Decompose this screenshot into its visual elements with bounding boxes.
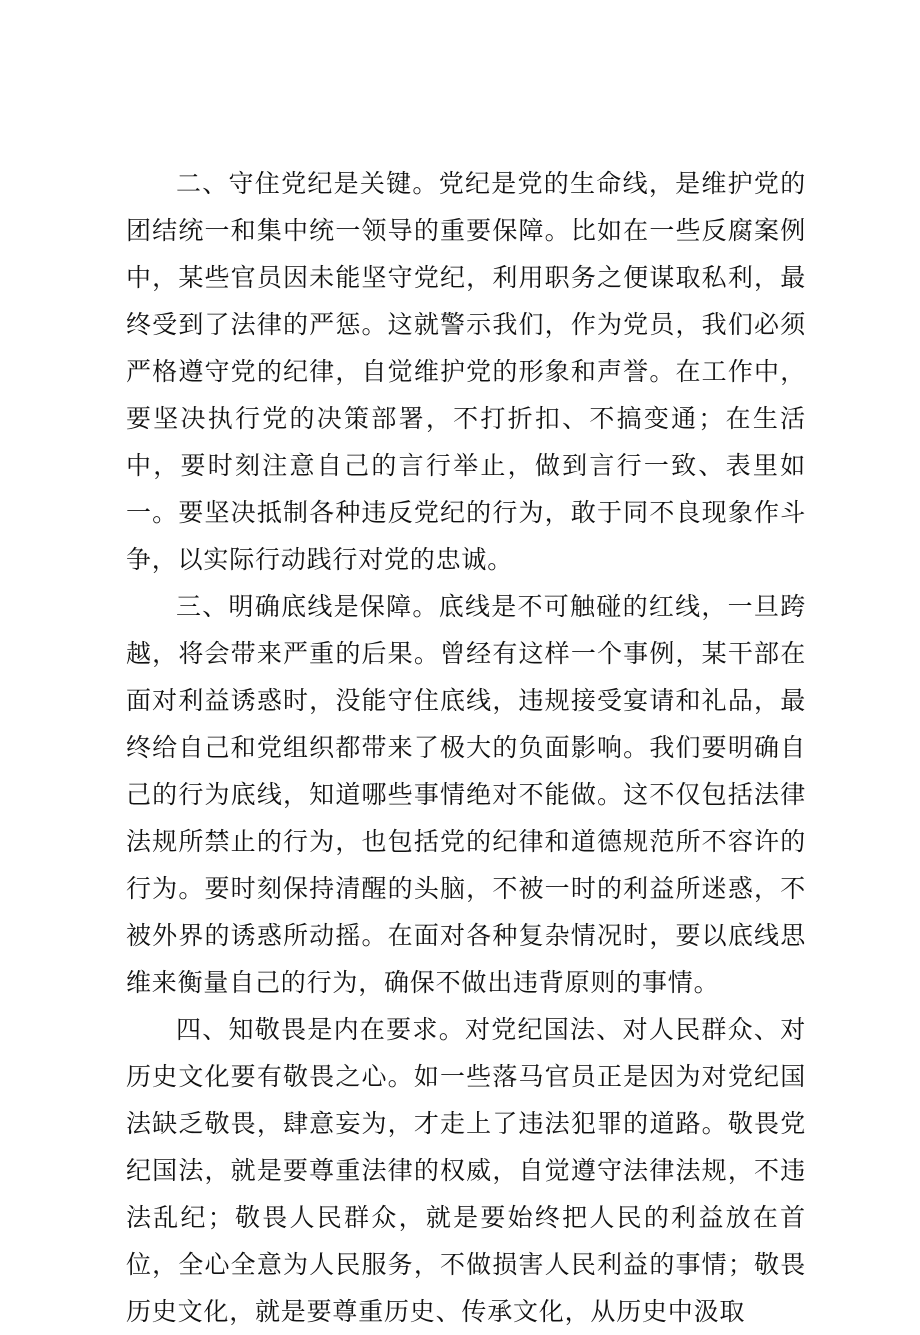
paragraph-reverence: 四、知敬畏是内在要求。对党纪国法、对人民群众、对历史文化要有敬畏之心。如一些落马官员正是因为对党纪国法缺乏敬畏，肆意妄为，才走上了违法犯罪的道路。敬畏党纪国法，就是要尊重法律的权威，自觉遵守法律法规，不违法乱纪；敬畏人民群众，就是要始终把人民的利益放在首位，全心全意为人民服务，不做损害人民利益的事情；敬畏历史文化，就是要尊重历史、传承文化，从历史中汲取 [126, 1015, 806, 1326]
paragraph-bottom-line: 三、明确底线是保障。底线是不可触碰的红线，一旦跨越，将会带来严重的后果。曾经有这样一个事例，某干部在面对利益诱惑时，没能守住底线，违规接受宴请和礼品，最终给自己和党组织都带来了极大的负面影响。我们要明确自己的行为底线，知道哪些事情绝对不能做。这不仅包括法律法规所禁止的行为，也包括党的纪律和道德规范所不容许的行为。要时刻保持清醒的头脑，不被一时的利益所迷惑，不被外界的诱惑所动摇。在面对各种复杂情况时，要以底线思维来衡量自己的行为，确保不做出违背原则的事情。 [126, 592, 806, 997]
document-body [126, 160, 806, 1335]
paragraph-party-discipline: 二、守住党纪是关键。党纪是党的生命线，是维护党的团结统一和集中统一领导的重要保障。比如在一些反腐案例中，某些官员因未能坚守党纪，利用职务之便谋取私利，最终受到了法律的严惩。这就警示我们，作为党员，我们必须严格遵守党的纪律，自觉维护党的形象和声誉。在工作中，要坚决执行党的决策部署，不打折扣、不搞变通；在生活中，要时刻注意自己的言行举止，做到言行一致、表里如一。要坚决抵制各种违反党纪的行为，敢于同不良现象作斗争，以实际行动践行对党的忠诚。 [126, 169, 806, 574]
